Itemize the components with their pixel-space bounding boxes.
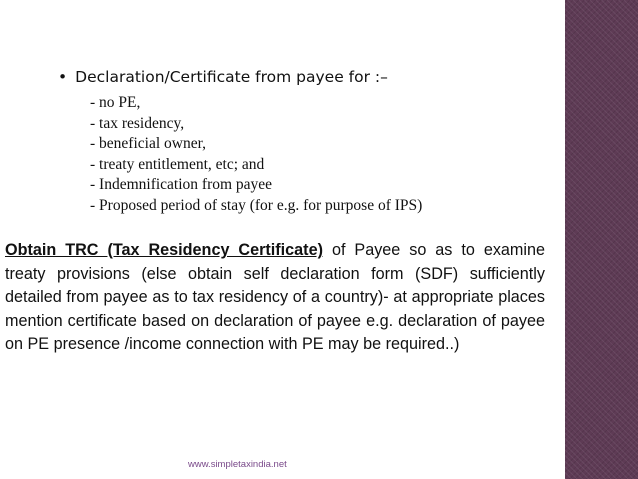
bullet-marker: • — [58, 68, 68, 86]
sub-item: - beneficial owner, — [90, 135, 207, 152]
sub-item: - treaty entitlement, etc; and — [90, 155, 265, 173]
paragraph-emphasis: Obtain TRC (Tax Residency Certificate) — [5, 241, 323, 259]
body-paragraph — [5, 239, 545, 357]
sub-item: - Indemnification from payee — [90, 176, 273, 193]
footer-url-link[interactable]: www.simpletaxindia.net — [188, 459, 287, 470]
paragraph-text: of Payee so as to examine treaty provisions (else obtain self declaration form (SDF) sufficiently detailed from payee as to tax residency of a country)- at appropriate places mention certificate based on declaration of payee e.g. declaration of payee on PE presence /income connection with PE may be required..) — [5, 241, 546, 353]
sub-item: - Proposed period of stay (for e.g. for purpose of IPS) — [90, 196, 423, 214]
sub-item-list — [90, 93, 422, 216]
bullet-item — [58, 68, 388, 86]
decorative-sidebar — [565, 0, 638, 479]
bullet-text: Declaration/Certificate from payee for :– — [75, 68, 388, 86]
sub-item: - no PE, — [90, 94, 141, 111]
sub-item: - tax residency, — [90, 114, 185, 132]
